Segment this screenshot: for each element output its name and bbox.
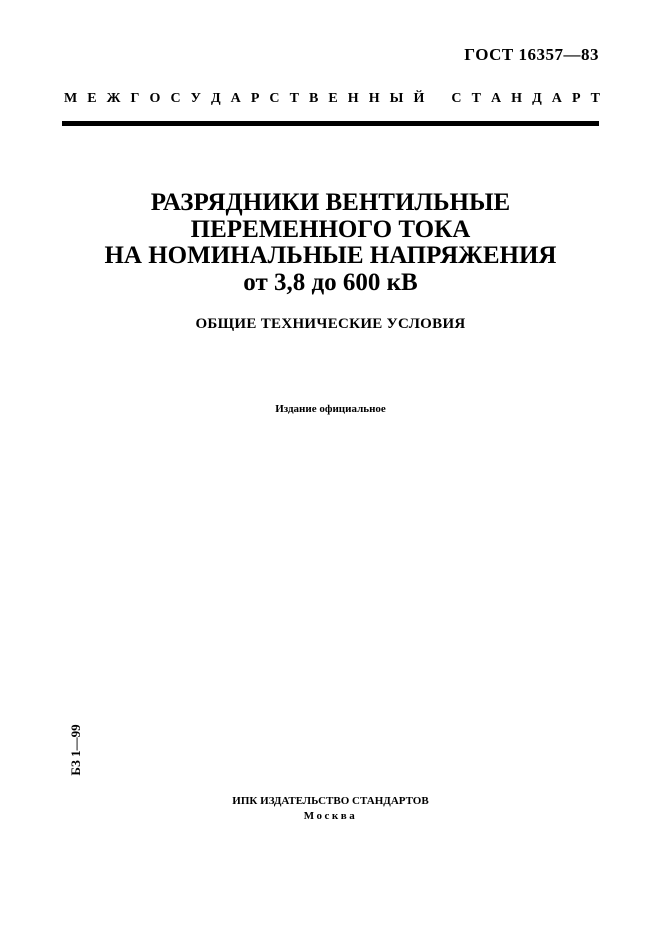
category-letter: Т: [471, 91, 481, 106]
title-line: НА НОМИНАЛЬНЫЕ НАПРЯЖЕНИЯ: [104, 242, 557, 269]
category-letter: Д: [532, 91, 542, 106]
category-letter: Р: [571, 91, 581, 106]
category-letter: С: [269, 91, 280, 106]
category-letter: Д: [210, 91, 221, 106]
publisher: ИПК ИЗДАТЕЛЬСТВО СТАНДАРТОВ: [232, 795, 429, 807]
edition-note: Издание официальное: [275, 403, 386, 415]
category-letter: О: [149, 91, 161, 106]
category-letter: [434, 91, 441, 107]
category-letter: С: [451, 91, 462, 106]
category-letter: М: [64, 91, 78, 106]
category-letter: Й: [413, 91, 425, 106]
category-letter: А: [230, 91, 241, 106]
category-letter: Ж: [106, 91, 121, 106]
category-letter: Н: [511, 91, 523, 106]
category-letter: А: [490, 91, 502, 106]
category-letter: Р: [250, 91, 260, 106]
standard-designation: ГОСТ 16357—83: [464, 45, 599, 64]
document-title: [0, 190, 661, 296]
side-note: БЗ 1—99: [68, 724, 83, 776]
header-rule: [62, 121, 599, 126]
city: Москва: [303, 810, 358, 822]
category-letter: Г: [130, 91, 140, 106]
title-line: РАЗРЯДНИКИ ВЕНТИЛЬНЫЕ: [150, 189, 511, 216]
title-line: от 3,8 до 600 кВ: [243, 268, 418, 296]
category-letter: Н: [368, 91, 380, 106]
category-letter: С: [170, 91, 181, 106]
document-subtitle: ОБЩИЕ ТЕХНИЧЕСКИЕ УСЛОВИЯ: [195, 316, 466, 332]
category-letter: А: [551, 91, 562, 106]
title-line: ПЕРЕМЕННОГО ТОКА: [190, 215, 471, 243]
standard-category: [64, 91, 600, 107]
category-letter: Е: [328, 91, 338, 106]
category-letter: В: [308, 91, 319, 106]
category-letter: Ы: [389, 91, 404, 106]
category-letter: Н: [347, 91, 359, 106]
category-letter: У: [190, 91, 201, 106]
category-letter: Е: [87, 91, 97, 106]
category-letter: Т: [289, 91, 299, 106]
category-letter: Т: [590, 91, 600, 106]
